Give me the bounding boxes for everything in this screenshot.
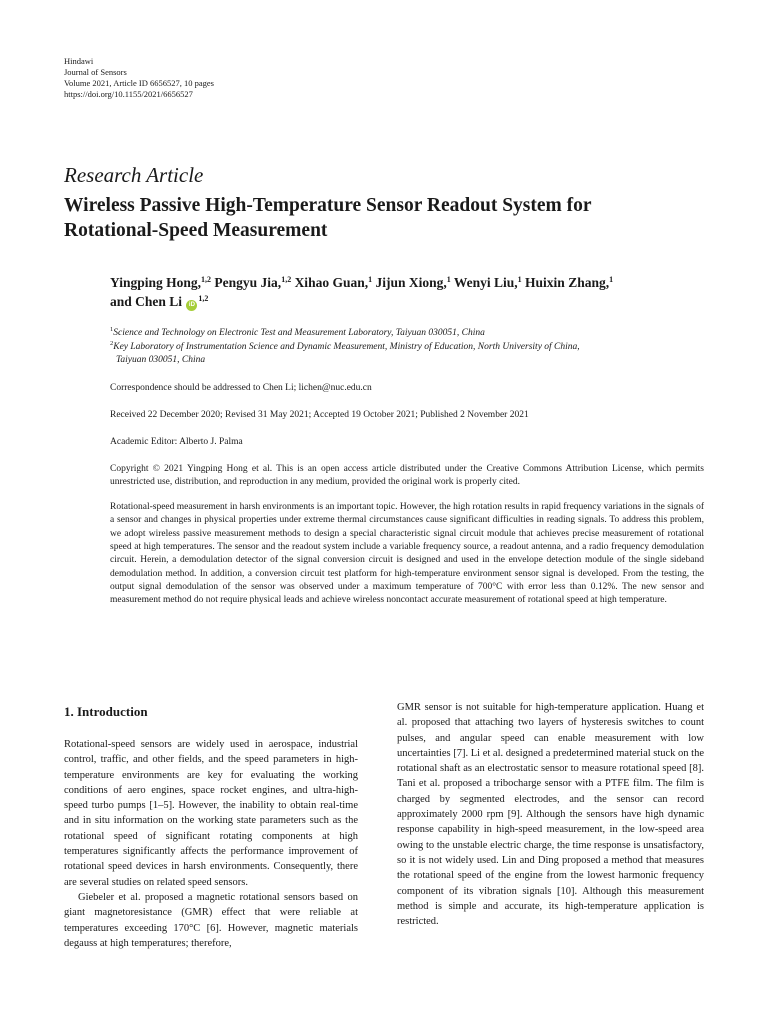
paper-title — [64, 193, 704, 243]
affil-sup: 2 — [110, 339, 114, 347]
author-name: Jijun Xiong, — [375, 275, 447, 290]
affil-sup: 1 — [110, 326, 114, 333]
author-name: Pengyu Jia, — [214, 275, 282, 290]
abstract: Rotational-speed measurement in harsh environments is an important topic. However, the high rotation results in rapid frequency variations in the signals of a sensor and changes in physical properties under extreme thermal circumstances cause significant difficulties in reading signals. To address this problem, we adopt wireless passive measurement methods to design a special characteristic signal circuit module that achieves precise measurement of rotational speed at high temperatures. The sensor and the readout system include a variable frequency source, a readout antenna, and a radio frequency demodulation circuit. Herein, a demodulation detector of the signal conversion circuit is designed and used in the envelope detection module of the single sideband demodulation method. In addition, a conversion circuit test platform for high-temperature environment sensor signal is developed. From the testing, the output signal demodulation of the sensor was observed under a maximum temperature of 700°C with error less than 0.12%. The new sensor and measurement method do not require physical leads and achieve wireless noncontact accurate measurement of rotational speed at high temperature. — [110, 502, 704, 606]
author-name: Xihao Guan, — [294, 275, 369, 290]
title-line-1: Wireless Passive High-Temperature Sensor Readout System for — [64, 195, 592, 216]
author-affil-sup: 1 — [368, 275, 373, 284]
orcid-icon[interactable]: iD — [186, 300, 197, 311]
intro-paragraph-3: GMR sensor is not suitable for high-temperature application. Huang et al. proposed that attaching two layers of hysteresis switches to count pulses, and angular speed can enable measurement with low uncertainties [7]. Li et al. designed a predetermined material stuck on the rotational shaft as an electrostatic sensor to measure rotational speed [8]. Tani et al. proposed a tribocharge sensor with a PTFE film. The film is charged by segmented electrodes, and the sensor can record approximately 2000 rpm [9]. Although the sensors have high dynamic response capability in high-speed measurement, in the low-speed area owing to the unstable electric charge, the time response is unsatisfactory, so it is not widely used. Lin and Ding proposed a method that measures the rotational speed of the engine from the lowest harmonic frequency component of its vibration signals [10]. Although this measurement method is simple and accurate, its high-temperature application is restricted. — [397, 702, 705, 928]
author-name: Yingping Hong, — [110, 275, 202, 290]
affiliations — [110, 327, 704, 368]
article-type: Research Article — [64, 163, 204, 187]
author-affil-sup: 1,2 — [281, 275, 292, 284]
publisher-name: Hindawi — [64, 56, 94, 66]
column-left — [64, 704, 358, 951]
author-affil-sup: 1 — [446, 275, 451, 284]
author-affil-sup: 1 — [609, 275, 614, 284]
author-list — [110, 273, 704, 311]
author-name: Huixin Zhang, — [525, 275, 610, 290]
affiliation-1 — [110, 327, 704, 341]
section-heading: 1. Introduction — [64, 704, 148, 719]
copyright-notice: Copyright © 2021 Yingping Hong et al. This is an open access article distributed under the Creative Commons Attribution License, which permits unrestricted use, distribution, and reproduction in any medium, provided the original work is properly cited. — [110, 463, 704, 487]
author-affil-sup: 1,2 — [201, 275, 212, 284]
author-affil-sup: 1,2 — [198, 294, 209, 303]
correspondence: Correspondence should be addressed to Chen Li; lichen@nuc.edu.cn — [110, 382, 372, 393]
page — [64, 56, 704, 607]
affil-text: Key Laboratory of Instrumentation Science and Dynamic Measurement, Ministry of Education, North University of China, — [113, 341, 580, 352]
volume-info: Volume 2021, Article ID 6656527, 10 pages — [64, 78, 214, 88]
author-name: and Chen Li — [110, 294, 183, 309]
author-affil-sup: 1 — [517, 275, 522, 284]
journal-name: Journal of Sensors — [64, 67, 127, 77]
academic-editor: Academic Editor: Alberto J. Palma — [110, 436, 243, 447]
affiliation-2 — [110, 341, 704, 355]
intro-paragraph-1: Rotational-speed sensors are widely used in aerospace, industrial control, traffic, and other fields, and the speed parameters in high-temperature environments are key for evaluating the working conditions of aero engines, space rocket engines, and ultra-high-speed turbo pumps [1–5]. However, the inability to obtain real-time and in situ information on the working state parameters such as the rotational speed of significant rotating components at high temperatures significantly affects the performance improvement of rotational speed devices in harsh environments. Consequently, there are several studies on related speed sensors. — [64, 739, 358, 888]
author-name: Wenyi Liu, — [453, 275, 518, 290]
affiliation-2-cont: Taiyuan 030051, China — [116, 355, 206, 365]
journal-header — [64, 56, 704, 100]
title-line-2: Rotational-Speed Measurement — [64, 220, 328, 241]
column-right — [397, 700, 704, 929]
article-meta — [110, 327, 704, 607]
publication-dates: Received 22 December 2020; Revised 31 May 2021; Accepted 19 October 2021; Published 2 November 2021 — [110, 409, 529, 420]
affil-text: Science and Technology on Electronic Test and Measurement Laboratory, Taiyuan 030051, China — [113, 328, 485, 338]
doi-link[interactable]: https://doi.org/10.1155/2021/6656527 — [64, 89, 193, 99]
intro-paragraph-2: Giebeler et al. proposed a magnetic rotational sensors based on giant magnetoresistance (GMR) effect that were reliable at temperatures exceeding 170°C [6]. However, magnetic materials degauss at high temperatures; therefore, — [64, 891, 358, 949]
